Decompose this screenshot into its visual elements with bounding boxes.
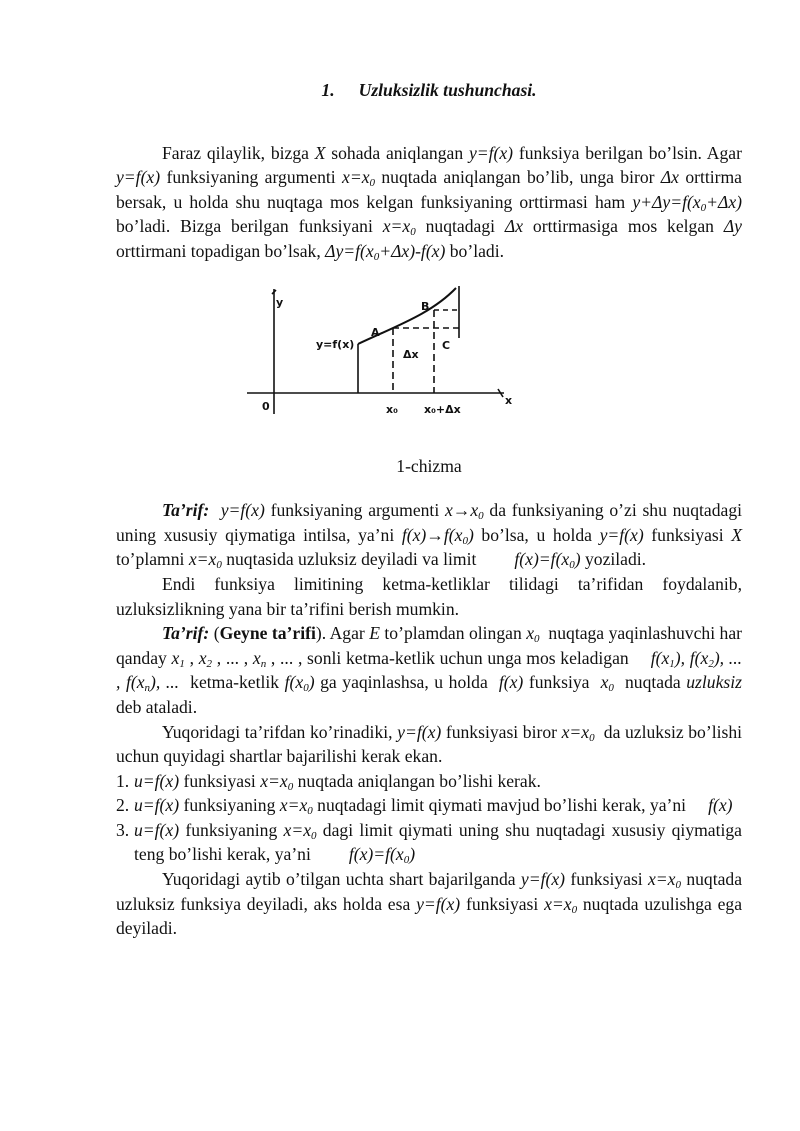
figure-caption: 1-chizma xyxy=(396,455,462,476)
section-number: 1. xyxy=(321,80,335,100)
x0-dx-label: x₀+Δx xyxy=(424,402,461,416)
figure-1 xyxy=(116,286,742,436)
section-title: Uzluksizlik tushunchasi. xyxy=(358,80,537,100)
paragraph-intro: Faraz qilaylik, bizga X sohada aniqlangan y=f(x) funksiya berilgan bo’lsin. Agar y=f(x) funksiyaning argumenti $x=x_0$ nuqtada aniqlangan bo’lib, unga biror Δx orttirma bersak, u holda shu nuqtaga mos kelgan funksiyaning orttirmasi ham $y+\Delta y=f(x_0+\Delta x)$ bo’ladi. Bizga berilgan funksiyani $x=x_0$ nuqtadagi Δx orttirmasiga mos kelgan Δy orttirmani topadigan bo’lsak, $\Delta y=f(x_0+\Delta x)-f(x)$ bo’ladi. xyxy=(116,142,742,263)
x0-label: x₀ xyxy=(386,402,398,416)
point-a-label: A xyxy=(371,325,380,339)
condition-3: 3. u=f(x) funksiyaning $x=x_0$ dagi limit qiymati uning shu nuqtadagi xususiy qiymatiga teng bo’lishi kerak, ya’ni $f(x)=f(x_0)$ xyxy=(116,819,742,867)
section-heading xyxy=(116,78,742,103)
point-c-label: C xyxy=(442,338,451,352)
y-axis-label: y xyxy=(276,295,284,309)
x-axis-label: x xyxy=(505,393,513,407)
page xyxy=(116,78,742,941)
paragraph-conclusion: Yuqoridagi aytib o’tilgan uchta shart bajarilganda y=f(x) funksiyasi $x=x_0$ nuqtada uzluksiz funksiya deyiladi, aks holda esa y=f(x) funksiyasi $x=x_0$ nuqtada uzulishga ega deyiladi. xyxy=(116,869,743,939)
paragraph-conditions-intro: Yuqoridagi ta’rifdan ko’rinadiki, y=f(x) funksiyasi biror $x=x_0$ da uzluksiz bo’lishi uchun quyidagi shartlar bajarilishi kerak ekan. xyxy=(116,721,742,767)
function-label: y=f(x) xyxy=(316,337,355,351)
definition-continuity: Ta’rif: y=f(x) funksiyaning argumenti $x\to x_0$ da funksiyaning o’zi shu nuqtadagi uning xususiy qiymatiga intilsa, ya’ni $f(x)\to f(x_0)$ bo’lsa, u holda y=f(x) funksiyasi X to’plamni $x=x_0$ nuqtasida uzluksiz deyiladi va limit $f(x)=f(x_0)$ yoziladi. xyxy=(116,500,743,572)
point-b-label: B xyxy=(421,299,430,313)
definition-heine: Ta’rif: (Geyne ta’rifi). Agar E to’plamdan olingan $x_0$ nuqtaga yaqinlashuvchi har qanday $x_1$ , $x_2$ , ... , $x_n$ , ... , sonli ketma-ketlik uchun unga mos keladigan $f(x_1)$, $f(x_2)$, ... , $f(x_n)$, ... ketma-ketlik $f(x_0)$ ga yaqinlashsa, u holda f(x) funksiya $x_0$ nuqtada uzluksiz deb ataladi. xyxy=(116,623,742,717)
paragraph-sequences: Endi funksiya limitining ketma-ketliklar tilidagi ta’rifidan foydalanib, uzluksizlikning yana bir ta’rifini berish mumkin. xyxy=(116,573,742,619)
condition-1: 1. u=f(x) funksiyasi $x=x_0$ nuqtada aniqlangan bo’lishi kerak. xyxy=(116,770,541,793)
continuity-conditions xyxy=(116,769,742,867)
delta-x-label: Δx xyxy=(403,347,419,361)
origin-label: 0 xyxy=(262,399,270,413)
function-increment-graph xyxy=(246,286,526,436)
condition-2: 2. u=f(x) funksiyaning $x=x_0$ nuqtadagi limit qiymati mavjud bo’lishi kerak, ya’ni f(x) xyxy=(116,795,733,818)
